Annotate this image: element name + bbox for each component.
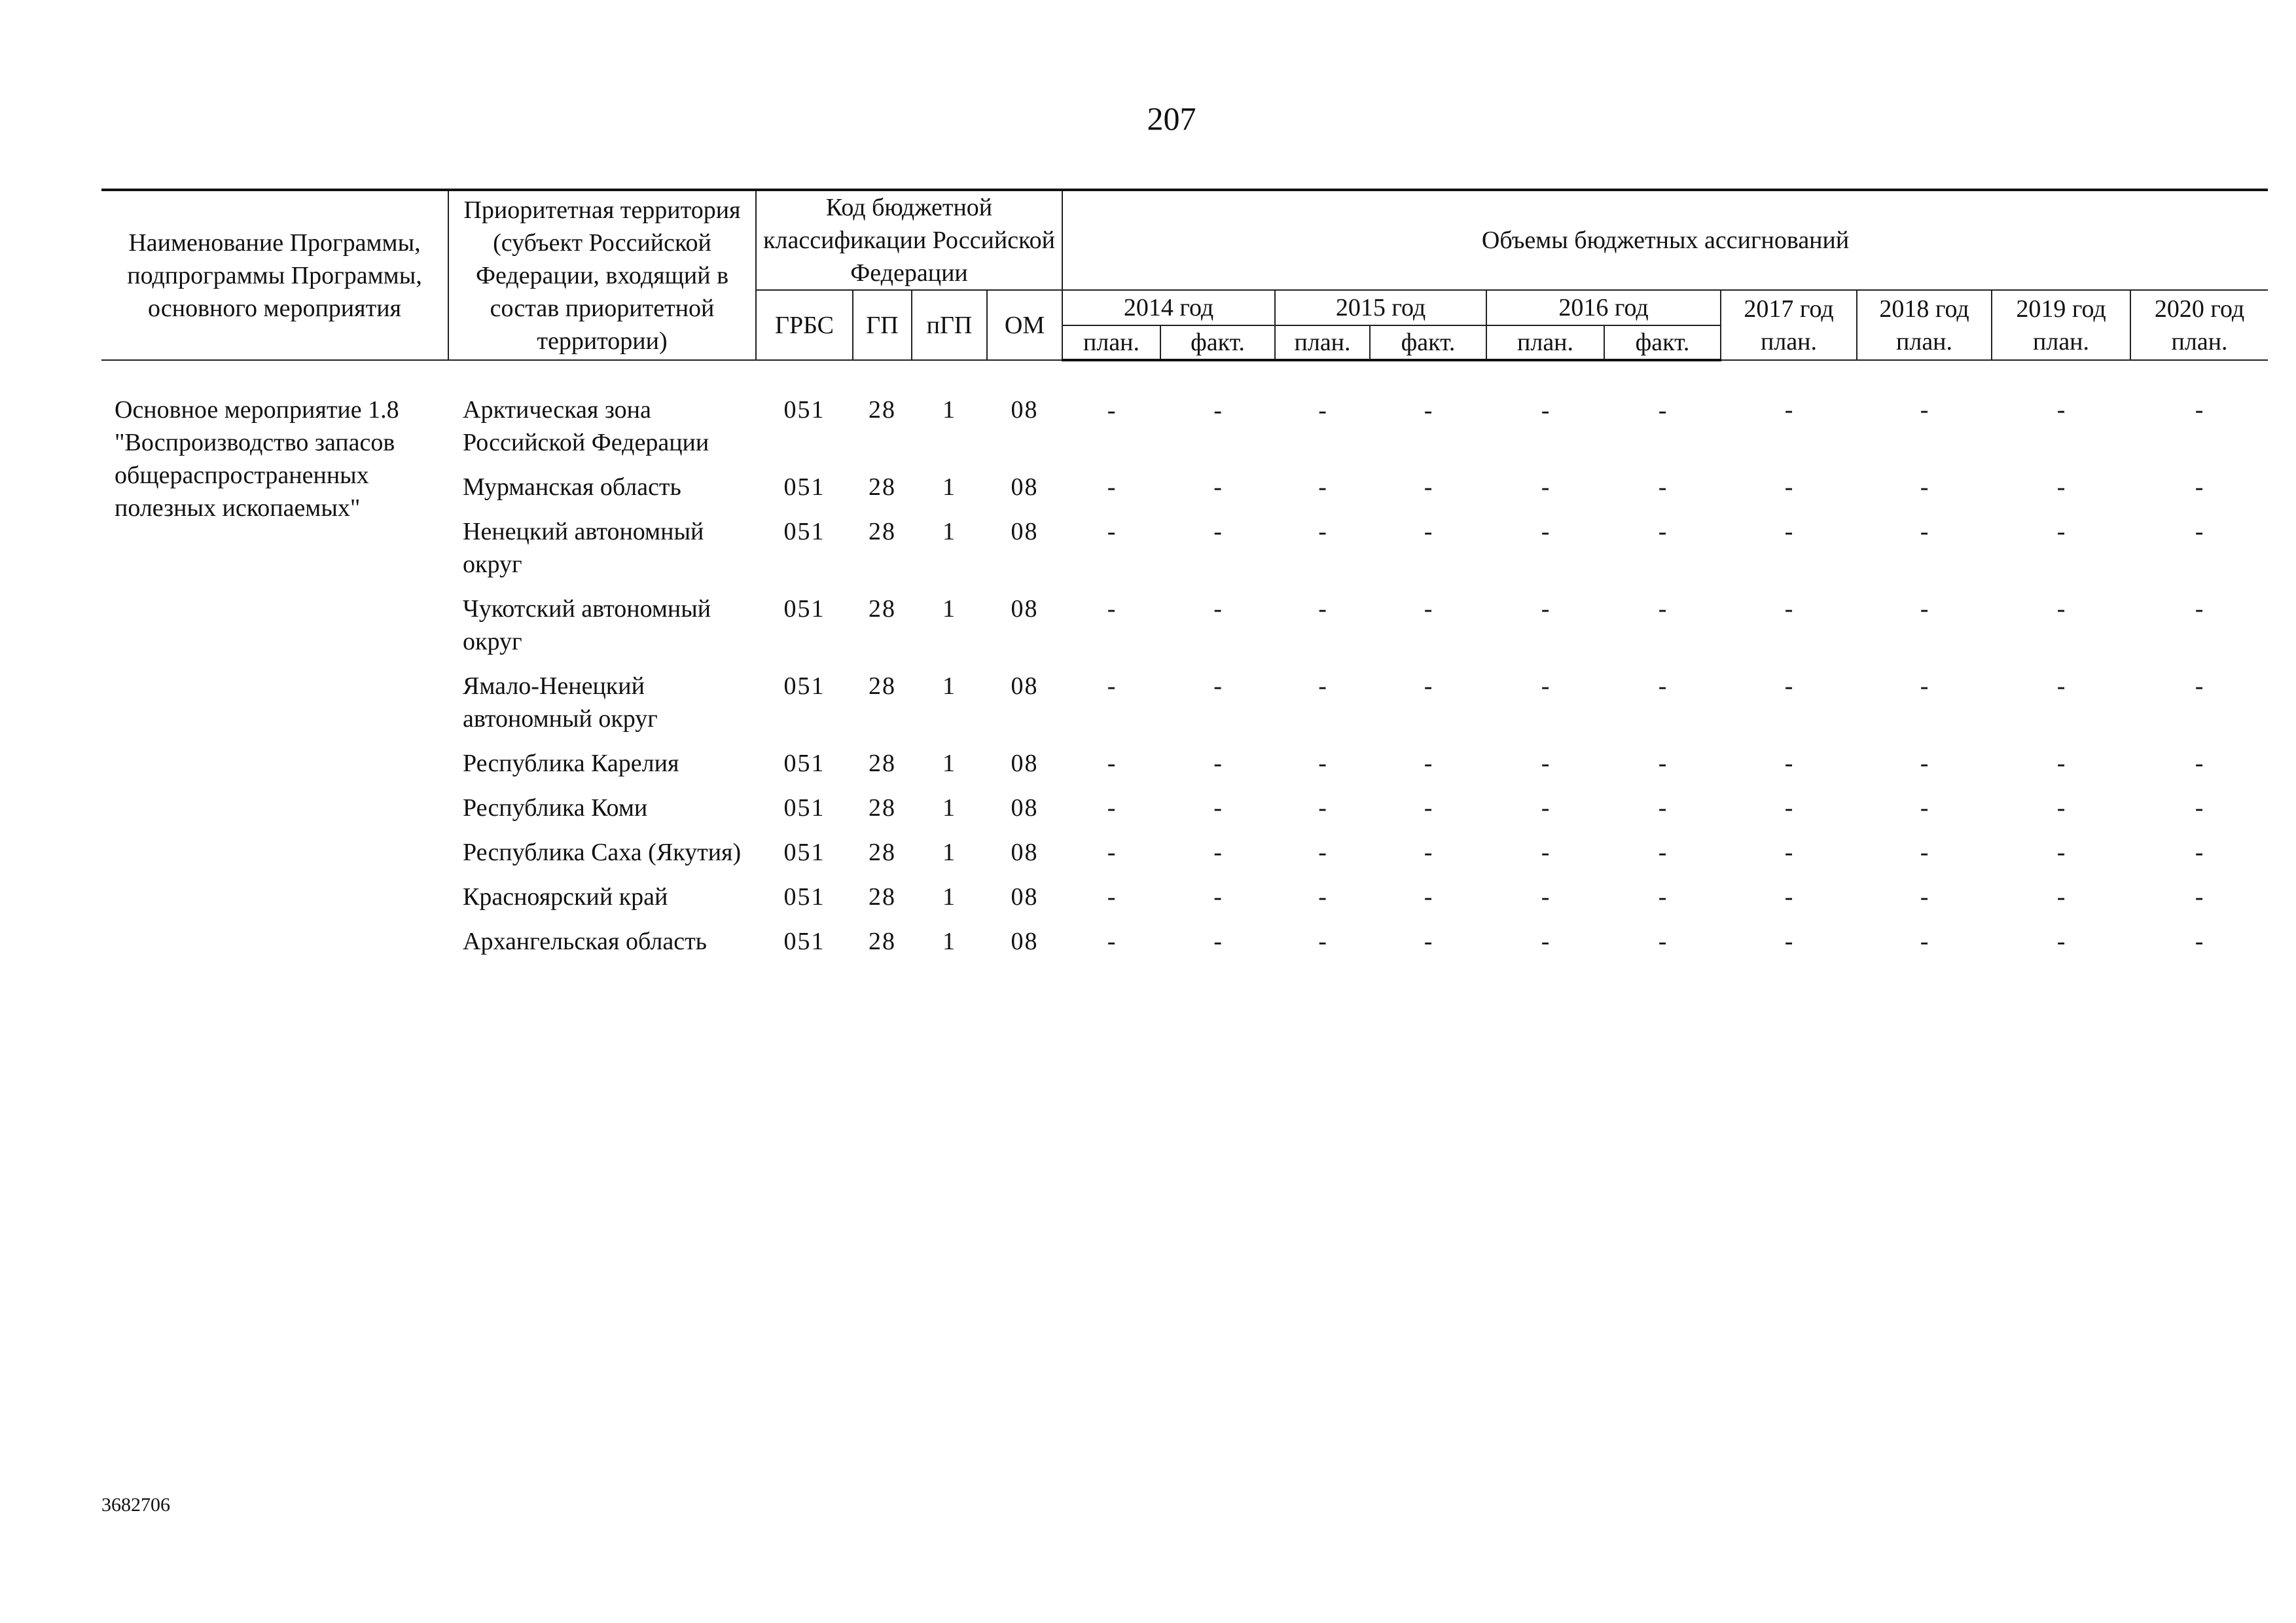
gp-cell: 28 xyxy=(869,794,896,822)
value-cell: - xyxy=(2056,595,2066,623)
value-cell: - xyxy=(1541,518,1550,545)
plan-label: план. xyxy=(1761,327,1818,356)
header-year-2015: 2015 год xyxy=(1275,290,1486,325)
value-cell: - xyxy=(2056,794,2066,822)
gp-cell: 28 xyxy=(869,396,896,424)
value-cell: - xyxy=(1920,672,1929,700)
value-cell: - xyxy=(1318,794,1327,822)
value-cell: - xyxy=(1318,518,1327,545)
value-cell: - xyxy=(1658,672,1667,700)
year-2020-label: 2020 год xyxy=(2154,295,2245,323)
value-cell: - xyxy=(1541,595,1550,623)
value-cell: - xyxy=(1213,518,1222,545)
value-cell: - xyxy=(1784,396,1793,424)
value-cell: - xyxy=(2195,518,2204,545)
value-cell: - xyxy=(1424,595,1433,623)
om-cell: 08 xyxy=(1011,518,1039,545)
gp-cell: 28 xyxy=(869,750,896,777)
grbs-cell: 051 xyxy=(783,473,825,501)
value-cell: - xyxy=(1318,672,1327,700)
header-plan-2016: план. xyxy=(1486,325,1604,360)
grbs-cell: 051 xyxy=(783,396,825,424)
om-cell: 08 xyxy=(1011,794,1039,822)
table-row xyxy=(101,360,2268,464)
budget-table xyxy=(101,189,2268,963)
grbs-cell: 051 xyxy=(783,750,825,777)
territory-cell: Архангельская область xyxy=(463,928,708,955)
value-cell: - xyxy=(1920,839,1929,866)
header-program-name: Наименование Программы, подпрограммы Программы, основного мероприятия xyxy=(101,190,448,360)
pgp-cell: 1 xyxy=(942,794,956,822)
value-cell: - xyxy=(1920,928,1929,955)
pgp-cell: 1 xyxy=(942,396,956,424)
header-fact-2015: факт. xyxy=(1370,325,1486,360)
header-fact-2016: факт. xyxy=(1604,325,1721,360)
value-cell: - xyxy=(1424,794,1433,822)
value-cell: - xyxy=(1658,883,1667,911)
om-cell: 08 xyxy=(1011,839,1039,866)
om-cell: 08 xyxy=(1011,672,1039,700)
pgp-cell: 1 xyxy=(942,750,956,777)
value-cell: - xyxy=(1784,473,1793,501)
value-cell: - xyxy=(2056,750,2066,777)
value-cell: - xyxy=(1784,794,1793,822)
page-number: 207 xyxy=(1147,100,1196,137)
om-cell: 08 xyxy=(1011,928,1039,955)
gp-cell: 28 xyxy=(869,473,896,501)
territory-cell: Чукотский автономный округ xyxy=(463,595,711,655)
grbs-cell: 051 xyxy=(783,928,825,955)
value-cell: - xyxy=(1658,397,1667,424)
value-cell: - xyxy=(1784,883,1793,911)
value-cell: - xyxy=(1658,750,1667,777)
header-pgp: пГП xyxy=(912,290,987,360)
value-cell: - xyxy=(1213,397,1222,424)
value-cell: - xyxy=(2195,928,2204,955)
value-cell: - xyxy=(1920,595,1929,623)
value-cell: - xyxy=(2056,473,2066,501)
pgp-cell: 1 xyxy=(942,473,956,501)
value-cell: - xyxy=(2195,750,2204,777)
value-cell: - xyxy=(1424,672,1433,700)
value-cell: - xyxy=(1784,750,1793,777)
value-cell: - xyxy=(1658,518,1667,545)
gp-cell: 28 xyxy=(869,839,896,866)
header-year-2020 xyxy=(2130,290,2268,360)
value-cell: - xyxy=(1784,839,1793,866)
document-id: 3682706 xyxy=(101,1494,170,1516)
value-cell: - xyxy=(1658,839,1667,866)
gp-cell: 28 xyxy=(869,883,896,911)
territory-cell: Республика Саха (Якутия) xyxy=(463,839,742,866)
gp-cell: 28 xyxy=(869,928,896,955)
gp-cell: 28 xyxy=(869,518,896,545)
om-cell: 08 xyxy=(1011,595,1039,623)
value-cell: - xyxy=(1920,794,1929,822)
grbs-cell: 051 xyxy=(783,518,825,545)
value-cell: - xyxy=(1318,595,1327,623)
header-budget-code: Код бюджетной классификации Российской Федерации xyxy=(756,190,1062,290)
program-name-cell: Основное мероприятие 1.8 "Воспроизводство запасов общераспространенных полезных ископаемых" xyxy=(115,396,399,522)
pgp-cell: 1 xyxy=(942,883,956,911)
value-cell: - xyxy=(1107,518,1116,545)
value-cell: - xyxy=(1318,473,1327,501)
value-cell: - xyxy=(1541,794,1550,822)
om-cell: 08 xyxy=(1011,473,1039,501)
value-cell: - xyxy=(2056,883,2066,911)
territory-cell: Мурманская область xyxy=(463,473,681,501)
territory-cell: Арктическая зона Российской Федерации xyxy=(463,396,709,456)
value-cell: - xyxy=(2195,396,2204,424)
value-cell: - xyxy=(1920,883,1929,911)
value-cell: - xyxy=(1541,839,1550,866)
table-header xyxy=(101,190,2268,360)
value-cell: - xyxy=(1318,928,1327,955)
value-cell: - xyxy=(1213,595,1222,623)
value-cell: - xyxy=(1318,397,1327,424)
value-cell: - xyxy=(1541,883,1550,911)
value-cell: - xyxy=(2195,794,2204,822)
value-cell: - xyxy=(1658,595,1667,623)
value-cell: - xyxy=(2056,396,2066,424)
plan-label: план. xyxy=(2171,327,2228,356)
value-cell: - xyxy=(2056,672,2066,700)
value-cell: - xyxy=(1213,794,1222,822)
grbs-cell: 051 xyxy=(783,883,825,911)
value-cell: - xyxy=(1920,750,1929,777)
territory-cell: Ненецкий автономный округ xyxy=(463,518,704,578)
header-plan-2015: план. xyxy=(1275,325,1370,360)
om-cell: 08 xyxy=(1011,883,1039,911)
value-cell: - xyxy=(2195,595,2204,623)
header-fact-2014: факт. xyxy=(1160,325,1275,360)
value-cell: - xyxy=(1424,397,1433,424)
header-gp: ГП xyxy=(853,290,912,360)
value-cell: - xyxy=(2056,928,2066,955)
value-cell: - xyxy=(1541,397,1550,424)
value-cell: - xyxy=(1107,595,1116,623)
territory-cell: Ямало-Ненецкий автономный округ xyxy=(463,672,658,733)
value-cell: - xyxy=(2195,883,2204,911)
pgp-cell: 1 xyxy=(942,672,956,700)
value-cell: - xyxy=(2195,672,2204,700)
value-cell: - xyxy=(1213,473,1222,501)
value-cell: - xyxy=(1107,672,1116,700)
value-cell: - xyxy=(1424,750,1433,777)
value-cell: - xyxy=(1784,595,1793,623)
value-cell: - xyxy=(1107,397,1116,424)
value-cell: - xyxy=(2195,839,2204,866)
value-cell: - xyxy=(1920,396,1929,424)
gp-cell: 28 xyxy=(869,595,896,623)
header-year-2019 xyxy=(1992,290,2130,360)
value-cell: - xyxy=(1107,473,1116,501)
header-om: ОМ xyxy=(987,290,1062,360)
value-cell: - xyxy=(1107,794,1116,822)
value-cell: - xyxy=(1424,883,1433,911)
value-cell: - xyxy=(1658,794,1667,822)
table-body xyxy=(101,360,2268,963)
value-cell: - xyxy=(1107,750,1116,777)
value-cell: - xyxy=(1213,750,1222,777)
plan-label: план. xyxy=(1896,327,1953,356)
year-2018-label: 2018 год xyxy=(1879,295,1969,323)
value-cell: - xyxy=(1213,928,1222,955)
value-cell: - xyxy=(2056,839,2066,866)
grbs-cell: 051 xyxy=(783,794,825,822)
value-cell: - xyxy=(1318,839,1327,866)
om-cell: 08 xyxy=(1011,396,1039,424)
value-cell: - xyxy=(1541,672,1550,700)
pgp-cell: 1 xyxy=(942,595,956,623)
value-cell: - xyxy=(1107,928,1116,955)
header-grbs: ГРБС xyxy=(756,290,853,360)
value-cell: - xyxy=(1541,750,1550,777)
header-plan-2014: план. xyxy=(1062,325,1160,360)
value-cell: - xyxy=(1213,672,1222,700)
grbs-cell: 051 xyxy=(783,672,825,700)
value-cell: - xyxy=(1541,928,1550,955)
territory-cell: Республика Коми xyxy=(463,794,648,822)
grbs-cell: 051 xyxy=(783,839,825,866)
value-cell: - xyxy=(1920,473,1929,501)
value-cell: - xyxy=(1541,473,1550,501)
pgp-cell: 1 xyxy=(942,839,956,866)
value-cell: - xyxy=(1107,883,1116,911)
year-2019-label: 2019 год xyxy=(2016,295,2106,323)
plan-label: план. xyxy=(2033,327,2090,356)
territory-cell: Красноярский край xyxy=(463,883,668,911)
year-2017-label: 2017 год xyxy=(1744,295,1834,323)
value-cell: - xyxy=(1658,928,1667,955)
value-cell: - xyxy=(1658,473,1667,501)
value-cell: - xyxy=(1213,839,1222,866)
value-cell: - xyxy=(1107,839,1116,866)
gp-cell: 28 xyxy=(869,672,896,700)
pgp-cell: 1 xyxy=(942,518,956,545)
value-cell: - xyxy=(2195,473,2204,501)
header-year-2016: 2016 год xyxy=(1486,290,1721,325)
value-cell: - xyxy=(1784,672,1793,700)
om-cell: 08 xyxy=(1011,750,1039,777)
value-cell: - xyxy=(1318,883,1327,911)
value-cell: - xyxy=(1424,839,1433,866)
value-cell: - xyxy=(1318,750,1327,777)
header-territory: Приоритетная территория (субъект Российской Федерации, входящий в состав приоритетной территории) xyxy=(448,190,756,360)
value-cell: - xyxy=(2056,518,2066,545)
value-cell: - xyxy=(1424,473,1433,501)
value-cell: - xyxy=(1784,518,1793,545)
value-cell: - xyxy=(1424,518,1433,545)
header-year-2018 xyxy=(1857,290,1992,360)
territory-cell: Республика Карелия xyxy=(463,750,679,777)
header-year-2017 xyxy=(1721,290,1857,360)
header-budget-volumes: Объемы бюджетных ассигнований xyxy=(1062,190,2268,290)
value-cell: - xyxy=(1784,928,1793,955)
value-cell: - xyxy=(1920,518,1929,545)
header-year-2014: 2014 год xyxy=(1062,290,1275,325)
grbs-cell: 051 xyxy=(783,595,825,623)
value-cell: - xyxy=(1213,883,1222,911)
pgp-cell: 1 xyxy=(942,928,956,955)
value-cell: - xyxy=(1424,928,1433,955)
